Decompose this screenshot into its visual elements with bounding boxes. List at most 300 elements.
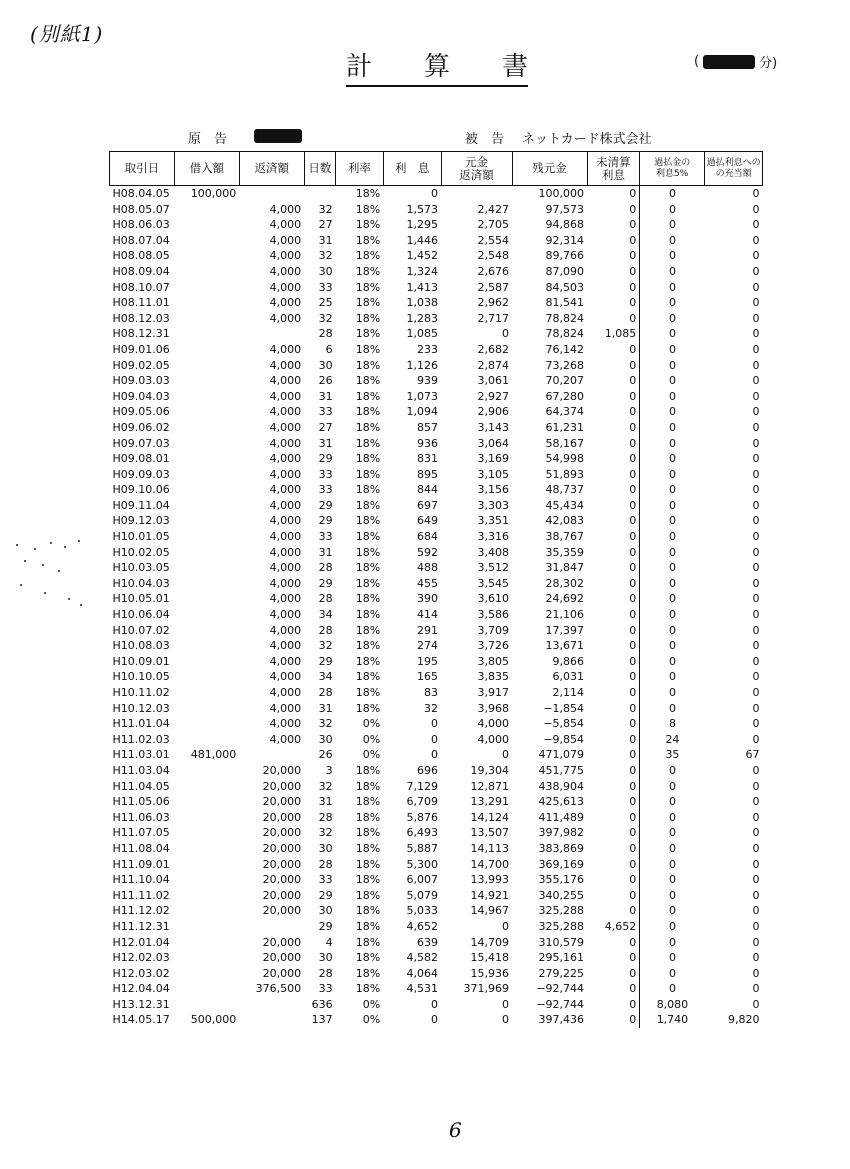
period-suffix: 分): [759, 56, 778, 71]
table-cell: 0: [752, 311, 760, 325]
table-cell: 18%: [355, 202, 381, 216]
table-cell: 639: [417, 935, 439, 949]
table-cell: [239, 186, 304, 202]
table-cell: 45,434: [545, 498, 585, 512]
table-cell: 0: [587, 685, 640, 701]
plaintiff-label: 原 告: [188, 132, 228, 147]
table-cell: [174, 919, 239, 935]
table-cell: 4,652: [406, 919, 439, 933]
table-cell: 4,652: [587, 919, 640, 935]
column-header-text: 利息: [601, 167, 625, 182]
table-cell: 1,740: [656, 1013, 689, 1027]
table-cell: H10.08.03: [112, 639, 170, 653]
table-cell: 0%: [362, 997, 381, 1011]
table-cell: 279,225: [538, 966, 585, 980]
table-cell: 4,000: [269, 576, 302, 590]
table-cell: 0: [668, 545, 676, 559]
table-cell: 18%: [355, 654, 381, 668]
table-cell: 0: [587, 404, 640, 420]
table-cell: 29: [318, 452, 333, 466]
column-header-text: 利息5%: [656, 168, 689, 179]
table-cell: 0: [752, 857, 760, 871]
table-row: [110, 560, 763, 576]
table-cell: 0: [587, 888, 640, 904]
table-cell: 4,064: [406, 966, 439, 980]
table-cell: [174, 981, 239, 997]
table-cell: [239, 997, 304, 1013]
table-cell: 2,676: [477, 264, 509, 278]
table-cell: 0: [587, 576, 640, 592]
table-cell: H10.09.01: [112, 654, 170, 668]
table-cell: 0: [587, 825, 640, 841]
column-header-text: 利 息: [394, 161, 430, 175]
table-cell: 14,124: [470, 810, 509, 824]
table-cell: 3,105: [477, 467, 509, 481]
table-cell: 34: [318, 608, 333, 622]
table-cell: 0: [752, 374, 760, 388]
table-cell: 0: [668, 202, 676, 216]
table-cell: [174, 467, 239, 483]
column-header: [239, 152, 304, 186]
table-cell: 4,000: [269, 233, 302, 247]
table-cell: 18%: [355, 686, 381, 699]
table-cell: H09.02.05: [112, 358, 170, 372]
table-cell: 0: [752, 779, 760, 793]
table-cell: 0: [587, 513, 640, 529]
table-row: [110, 981, 763, 997]
table-cell: 51,893: [545, 467, 585, 481]
table-cell: 0: [587, 498, 640, 514]
table-cell: 4,000: [269, 264, 302, 278]
table-cell: [174, 436, 239, 452]
table-cell: 857: [417, 420, 439, 434]
table-cell: 844: [417, 483, 439, 497]
table-cell: 0: [668, 187, 676, 200]
table-cell: 0: [752, 701, 760, 715]
table-cell: 32: [318, 249, 333, 263]
table-cell: 18%: [355, 358, 381, 372]
table-cell: 31: [318, 545, 333, 559]
title-char: 算: [423, 52, 450, 82]
table-cell: 4,000: [477, 732, 509, 746]
table-cell: H09.10.06: [112, 483, 170, 497]
table-cell: 4,000: [269, 405, 302, 419]
table-cell: 0: [668, 639, 676, 653]
table-cell: 0: [431, 717, 439, 731]
table-cell: 0: [587, 295, 640, 311]
table-cell: [441, 186, 512, 202]
table-cell: 0: [752, 654, 760, 668]
table-cell: [174, 716, 239, 732]
table-cell: 24,692: [545, 592, 585, 606]
table-cell: 1,085: [406, 327, 439, 341]
table-row: [110, 732, 763, 748]
table-cell: 0: [587, 701, 640, 717]
table-cell: 32: [318, 202, 333, 216]
table-cell: 636: [311, 997, 333, 1011]
table-cell: 0: [752, 997, 760, 1011]
table-cell: 684: [417, 530, 439, 544]
table-cell: 1,038: [406, 296, 439, 310]
table-row: [110, 716, 763, 732]
table-cell: −9,854: [543, 732, 585, 746]
table-cell: 233: [417, 342, 439, 356]
table-cell: 0: [668, 826, 676, 840]
table-cell: 0: [587, 841, 640, 857]
table-cell: [239, 919, 304, 935]
table-cell: [174, 576, 239, 592]
table-cell: 0: [668, 763, 676, 777]
redaction-block: [254, 129, 302, 143]
table-cell: 481,000: [190, 748, 237, 762]
table-cell: 26: [318, 374, 333, 388]
table-cell: 0: [668, 623, 676, 637]
table-cell: 0: [752, 296, 760, 310]
table-cell: [174, 326, 239, 342]
table-cell: 0: [668, 264, 676, 278]
table-cell: 4,000: [269, 249, 302, 263]
table-cell: 0: [668, 498, 676, 512]
table-cell: 340,255: [538, 888, 585, 902]
table-cell: [174, 560, 239, 576]
table-cell: 0: [668, 654, 676, 668]
table-cell: 0: [668, 701, 676, 715]
table-cell: H08.05.07: [112, 202, 170, 216]
table-cell: 8,080: [656, 997, 689, 1011]
table-cell: 3,512: [477, 561, 509, 575]
table-cell: 18%: [355, 795, 381, 809]
table-cell: 29: [318, 888, 333, 902]
table-cell: 0: [431, 1013, 439, 1027]
table-cell: 67,280: [545, 389, 585, 403]
table-cell: 33: [318, 982, 333, 996]
table-cell: 0: [587, 669, 640, 685]
table-cell: 0: [668, 280, 676, 294]
table-cell: 14,967: [470, 904, 509, 918]
table-cell: −92,744: [536, 997, 585, 1011]
table-cell: 28: [318, 857, 333, 871]
table-cell: 0: [752, 982, 760, 996]
table-cell: 81,541: [545, 296, 585, 310]
table-cell: [304, 186, 335, 202]
table-cell: H10.02.05: [112, 545, 170, 559]
table-cell: 70,207: [545, 374, 585, 388]
table-row: [110, 498, 763, 514]
table-cell: 19,304: [470, 763, 509, 777]
table-cell: 0: [668, 405, 676, 419]
table-cell: 6: [325, 342, 333, 356]
table-cell: H09.09.03: [112, 467, 170, 481]
table-cell: 18%: [355, 233, 381, 247]
table-cell: 0: [668, 888, 676, 902]
table-cell: 0: [587, 467, 640, 483]
table-cell: 0: [587, 623, 640, 639]
table-cell: 18%: [355, 498, 381, 512]
table-cell: 1,446: [406, 233, 439, 247]
table-row: [110, 903, 763, 919]
table-cell: 0: [752, 888, 760, 902]
table-cell: 14,113: [470, 841, 509, 855]
table-cell: 35: [665, 748, 680, 762]
table-cell: 0: [752, 249, 760, 263]
table-cell: 18%: [355, 888, 381, 902]
table-cell: 1,324: [406, 264, 439, 278]
table-row: [110, 997, 763, 1013]
table-cell: 4,000: [269, 498, 302, 512]
table-cell: 4,000: [269, 623, 302, 637]
table-row: [110, 935, 763, 951]
table-cell: H09.11.04: [112, 498, 170, 512]
table-cell: 0: [587, 482, 640, 498]
table-cell: 0: [752, 233, 760, 247]
table-cell: 696: [417, 763, 439, 777]
table-body: [110, 186, 763, 1029]
table-cell: 3,169: [477, 452, 509, 466]
table-cell: 64,374: [545, 405, 585, 419]
table-cell: 0: [752, 467, 760, 481]
table-row: [110, 389, 763, 405]
period-open: (: [694, 54, 700, 69]
table-cell: 0: [587, 358, 640, 374]
table-cell: 18%: [355, 420, 381, 434]
column-header-text: 元金: [465, 154, 489, 169]
table-cell: 325,288: [538, 904, 585, 918]
table-cell: 33: [318, 467, 333, 481]
table-cell: [174, 607, 239, 623]
table-cell: 2,962: [477, 296, 509, 310]
table-cell: 0: [752, 530, 760, 544]
table-cell: 3,545: [477, 576, 509, 590]
table-cell: 18%: [355, 327, 381, 341]
table-cell: −1,854: [543, 701, 585, 715]
table-cell: [174, 701, 239, 717]
table-cell: 0: [587, 529, 640, 545]
table-cell: 4,000: [269, 467, 302, 481]
table-cell: 0: [587, 638, 640, 654]
table-cell: 4,000: [269, 420, 302, 434]
table-cell: 371,969: [463, 982, 509, 996]
table-cell: 6,007: [406, 873, 439, 887]
table-cell: 0: [587, 389, 640, 405]
table-row: [110, 280, 763, 296]
table-cell: 6,493: [406, 826, 439, 840]
table-cell: H09.05.06: [112, 405, 170, 419]
table-cell: 20,000: [262, 763, 302, 777]
table-cell: 0: [668, 857, 676, 871]
table-cell: 4,000: [269, 686, 302, 699]
table-cell: 2,554: [477, 233, 509, 247]
table-cell: H08.09.04: [112, 264, 170, 278]
table-cell: 0%: [362, 717, 381, 731]
table-cell: 0: [668, 296, 676, 310]
table-cell: 649: [417, 514, 439, 528]
table-row: [110, 607, 763, 623]
table-cell: 18%: [355, 623, 381, 637]
table-cell: 0: [752, 951, 760, 965]
column-header: [174, 152, 239, 186]
table-cell: 5,887: [406, 841, 439, 855]
column-header: [587, 152, 640, 186]
table-cell: 20,000: [262, 826, 302, 840]
table-cell: 14,700: [470, 857, 509, 871]
table-cell: 0: [587, 264, 640, 280]
table-cell: 0: [752, 327, 760, 341]
table-cell: H12.03.02: [112, 966, 170, 980]
table-cell: 0: [587, 966, 640, 982]
table-row: [110, 794, 763, 810]
table-cell: 18%: [355, 810, 381, 824]
table-row: [110, 950, 763, 966]
table-cell: [239, 326, 304, 342]
table-cell: [174, 591, 239, 607]
table-row: [110, 186, 763, 202]
table-cell: 0: [752, 389, 760, 403]
scan-specks: [14, 540, 94, 610]
table-cell: 0: [668, 576, 676, 590]
table-cell: [174, 233, 239, 249]
column-header-text: 未清算: [596, 154, 631, 169]
table-row: [110, 701, 763, 717]
column-header: [336, 152, 384, 186]
table-cell: 32: [424, 701, 439, 715]
table-cell: 397,436: [538, 1013, 585, 1027]
table-row: [110, 623, 763, 639]
table-cell: [239, 747, 304, 763]
table-cell: 18%: [355, 280, 381, 294]
table-cell: 0: [752, 592, 760, 606]
table-cell: 18%: [355, 608, 381, 622]
table-cell: 0: [752, 514, 760, 528]
table-cell: [174, 935, 239, 951]
table-cell: 20,000: [262, 810, 302, 824]
table-cell: 18%: [355, 561, 381, 575]
table-cell: 455: [417, 576, 439, 590]
table-cell: [174, 389, 239, 405]
table-cell: 18%: [355, 218, 381, 232]
table-cell: 18%: [355, 639, 381, 653]
table-cell: H09.01.06: [112, 342, 170, 356]
table-cell: 383,869: [538, 841, 585, 855]
table-cell: [174, 451, 239, 467]
table-cell: 48,737: [545, 483, 585, 497]
table-cell: 18%: [355, 249, 381, 263]
table-cell: 0: [668, 514, 676, 528]
table-cell: 15,936: [470, 966, 509, 980]
table-cell: 0: [587, 794, 640, 810]
table-cell: 5,876: [406, 810, 439, 824]
table-cell: 18%: [355, 342, 381, 356]
table-row: [110, 311, 763, 327]
table-cell: 32: [318, 826, 333, 840]
table-cell: 2,927: [477, 389, 509, 403]
table-cell: 0: [668, 795, 676, 809]
table-cell: 30: [318, 841, 333, 855]
table-cell: 29: [318, 498, 333, 512]
table-cell: 20,000: [262, 841, 302, 855]
table-cell: [174, 669, 239, 685]
table-cell: 30: [318, 264, 333, 278]
table-cell: 2,717: [477, 311, 509, 325]
table-cell: 32: [318, 639, 333, 653]
table-cell: 0: [502, 997, 509, 1011]
table-cell: 0: [668, 452, 676, 466]
table-cell: 0: [587, 591, 640, 607]
table-cell: 0: [668, 233, 676, 247]
table-cell: 18%: [355, 826, 381, 840]
table-cell: H12.04.04: [112, 982, 170, 996]
table-cell: [174, 872, 239, 888]
table-cell: 0: [668, 904, 676, 918]
table-cell: 27: [318, 218, 333, 232]
table-cell: [174, 966, 239, 982]
table-cell: H09.03.03: [112, 374, 170, 388]
table-cell: 4,582: [406, 951, 439, 965]
table-cell: [239, 1012, 304, 1028]
table-cell: 4,000: [269, 296, 302, 310]
table-row: [110, 295, 763, 311]
table-cell: 4: [325, 935, 333, 949]
table-cell: 18%: [355, 935, 381, 949]
table-row: [110, 825, 763, 841]
table-cell: 0: [752, 498, 760, 512]
table-cell: 0: [752, 545, 760, 559]
table-cell: 471,079: [538, 748, 585, 762]
table-cell: 97,573: [545, 202, 585, 216]
table-cell: H11.08.04: [112, 841, 170, 855]
table-cell: 355,176: [538, 873, 585, 887]
table-cell: 274: [417, 639, 439, 653]
table-cell: 0: [752, 187, 760, 200]
table-cell: 4,000: [269, 342, 302, 356]
table-cell: 0: [668, 374, 676, 388]
column-header-text: 残元金: [532, 161, 567, 175]
table-cell: 895: [417, 467, 439, 481]
table-cell: 13,507: [470, 826, 509, 840]
table-cell: 376,500: [255, 982, 302, 996]
table-cell: H10.12.03: [112, 701, 170, 715]
table-cell: 0: [752, 623, 760, 637]
page-number: 6: [449, 1118, 462, 1142]
table-cell: 3,805: [477, 654, 509, 668]
table-cell: 9,866: [552, 654, 585, 668]
table-cell: [174, 217, 239, 233]
table-row: [110, 326, 763, 342]
table-row: [110, 358, 763, 374]
table-cell: [174, 825, 239, 841]
table-cell: 0: [752, 405, 760, 419]
table-cell: 20,000: [262, 873, 302, 887]
table-cell: [174, 420, 239, 436]
table-cell: 592: [417, 545, 439, 559]
table-cell: 438,904: [538, 779, 585, 793]
table-cell: 4,000: [269, 701, 302, 715]
table-cell: 1,085: [587, 326, 640, 342]
table-cell: 3,408: [477, 545, 509, 559]
table-cell: 451,775: [538, 763, 585, 777]
defendant-label: 被 告: [465, 132, 505, 147]
table-cell: [174, 248, 239, 264]
table-cell: 18%: [355, 374, 381, 388]
table-row: [110, 529, 763, 545]
column-header: [110, 152, 175, 186]
column-header-text: 借入額: [189, 161, 225, 175]
table-cell: 18%: [355, 951, 381, 965]
table-cell: 58,167: [545, 436, 585, 450]
table-cell: 0: [752, 218, 760, 232]
table-cell: 0: [668, 389, 676, 403]
table-cell: 8: [668, 717, 676, 731]
table-cell: 21,106: [545, 608, 585, 622]
